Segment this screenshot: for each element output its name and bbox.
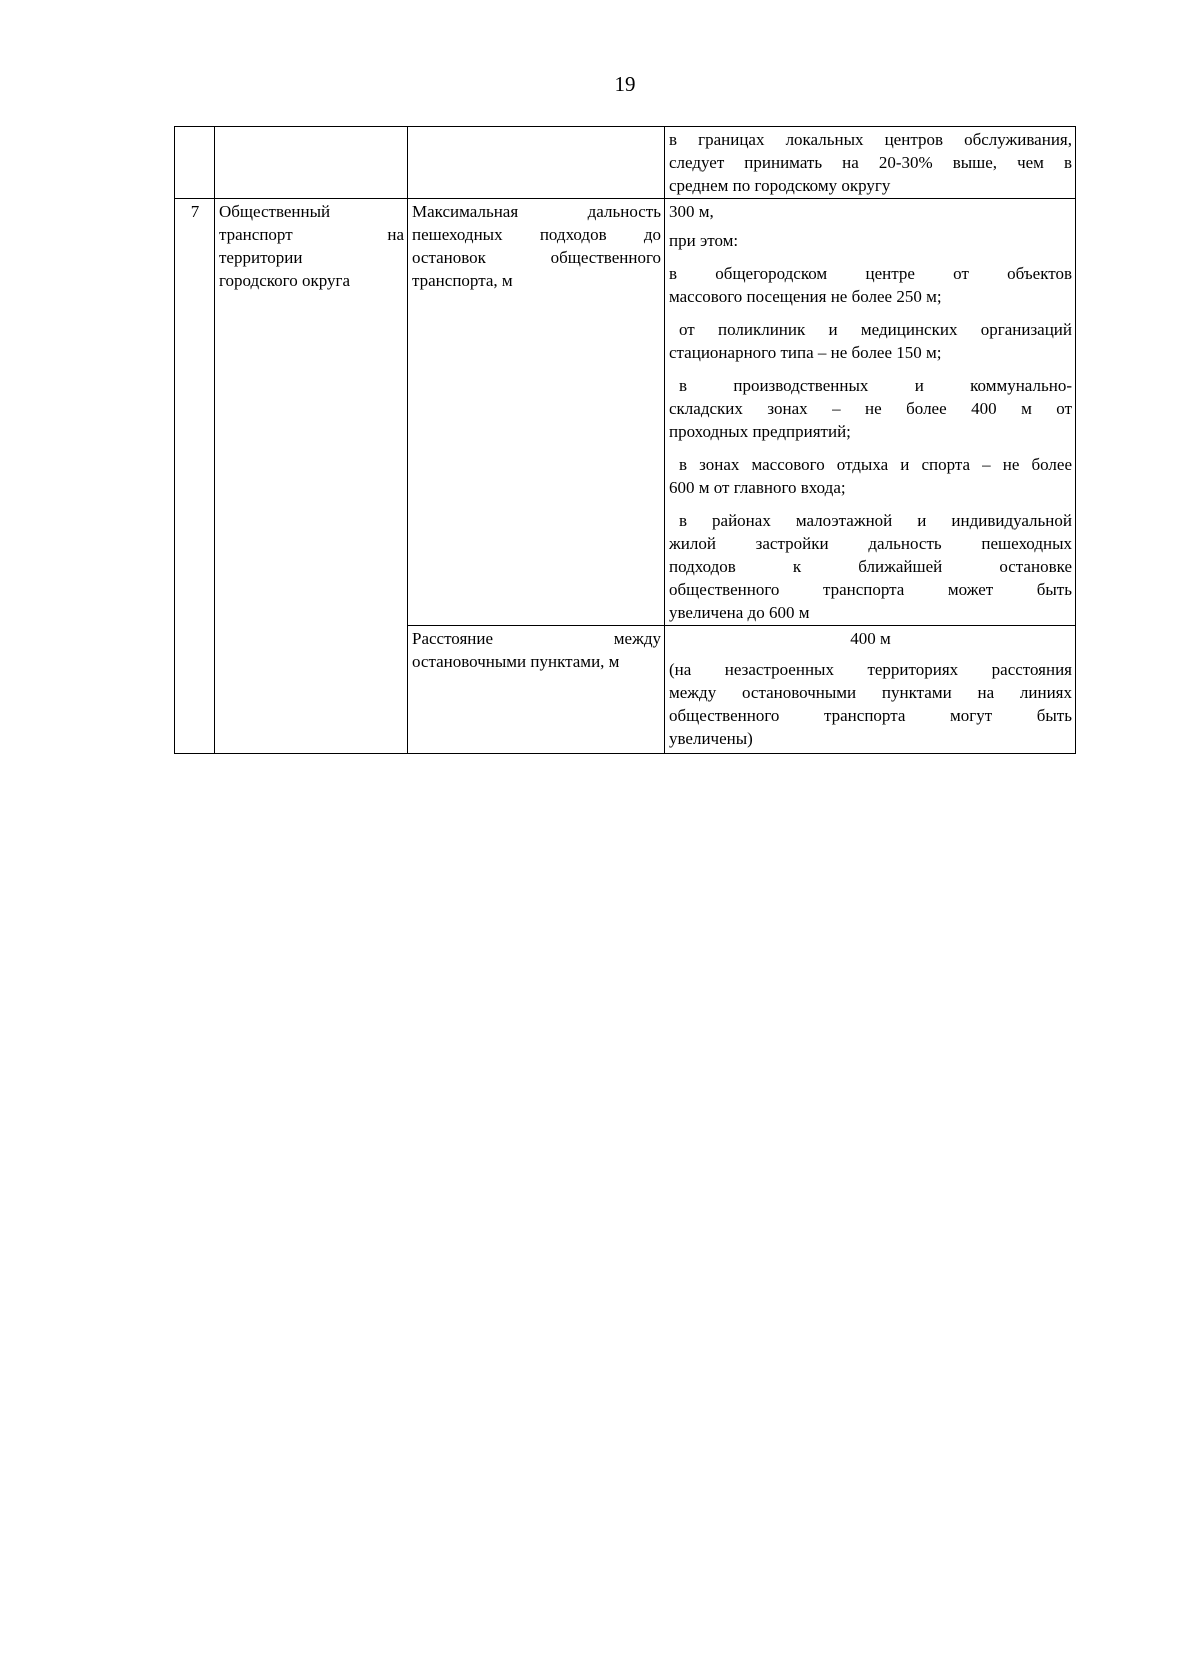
cell-number: 7 <box>175 199 215 754</box>
value-item-line: от поликлиник и медицинских организаций <box>679 320 1072 339</box>
indicator-line: остановочными пунктами, м <box>412 652 620 671</box>
cell-name <box>215 199 408 754</box>
value-main: 300 м, <box>669 202 714 221</box>
value-item-line: в общегородском центре от объектов <box>669 264 1072 283</box>
value-item-line: в производственных и коммунально- <box>679 376 1072 395</box>
indicator-line: транспорта, м <box>412 271 513 290</box>
page-number: 19 <box>614 72 636 96</box>
value-note-line: (на незастроенных территориях расстояния <box>669 660 1072 679</box>
value-item-line: жилой застройки дальность пешеходных <box>669 534 1072 553</box>
value-note-line: увеличены) <box>669 729 753 748</box>
value-item-line: массового посещения не более 250 м; <box>669 287 942 306</box>
value-line: среднем по городскому округу <box>669 176 891 195</box>
cell-number <box>175 127 215 199</box>
value-line: следует принимать на 20-30% выше, чем в <box>669 153 1072 172</box>
cell-name <box>215 127 408 199</box>
value-item <box>669 318 1072 364</box>
indicator-line: Расстояние между <box>412 629 661 648</box>
value-intro: при этом: <box>669 231 739 250</box>
cell-indicator <box>408 127 665 199</box>
indicator-line: остановок общественного <box>412 248 661 267</box>
value-item-line: проходных предприятий; <box>669 422 851 441</box>
name-line: транспорт на <box>219 225 404 244</box>
value-note-line: между остановочными пунктами на линиях <box>669 683 1072 702</box>
value-note-line: общественного транспорта могут быть <box>669 706 1072 725</box>
indicator-line: Максимальная дальность <box>412 202 661 221</box>
value-line: в границах локальных центров обслуживания, <box>669 130 1072 149</box>
table-row-continuation <box>175 127 1076 199</box>
value-item-line: в районах малоэтажной и индивидуальной <box>679 511 1072 530</box>
name-line: городского округа <box>219 271 351 290</box>
value-main: 400 м <box>850 629 891 648</box>
name-line: территории <box>219 248 303 267</box>
name-line: Общественный <box>219 202 331 221</box>
cell-indicator-stop-distance <box>408 626 665 754</box>
value-item-line: в зонах массового отдыха и спорта – не более <box>679 455 1072 474</box>
cell-value <box>665 127 1076 199</box>
value-item <box>669 509 1072 624</box>
value-item-line: подходов к ближайшей остановке <box>669 557 1072 576</box>
value-item <box>669 453 1072 499</box>
norms-table <box>174 126 1076 754</box>
value-item <box>669 374 1072 443</box>
cell-value-stop-distance <box>665 626 1076 754</box>
value-item-line: стационарного типа – не более 150 м; <box>669 343 942 362</box>
cell-value-max-distance <box>665 199 1076 626</box>
value-item <box>669 262 1072 308</box>
cell-indicator-max-distance <box>408 199 665 626</box>
value-item-line: увеличена до 600 м <box>669 603 810 622</box>
value-note <box>669 658 1072 750</box>
value-item-line: складских зонах – не более 400 м от <box>669 399 1072 418</box>
value-item-line: 600 м от главного входа; <box>669 478 846 497</box>
value-item-line: общественного транспорта может быть <box>669 580 1072 599</box>
table-row-7 <box>175 199 1076 626</box>
indicator-line: пешеходных подходов до <box>412 225 661 244</box>
